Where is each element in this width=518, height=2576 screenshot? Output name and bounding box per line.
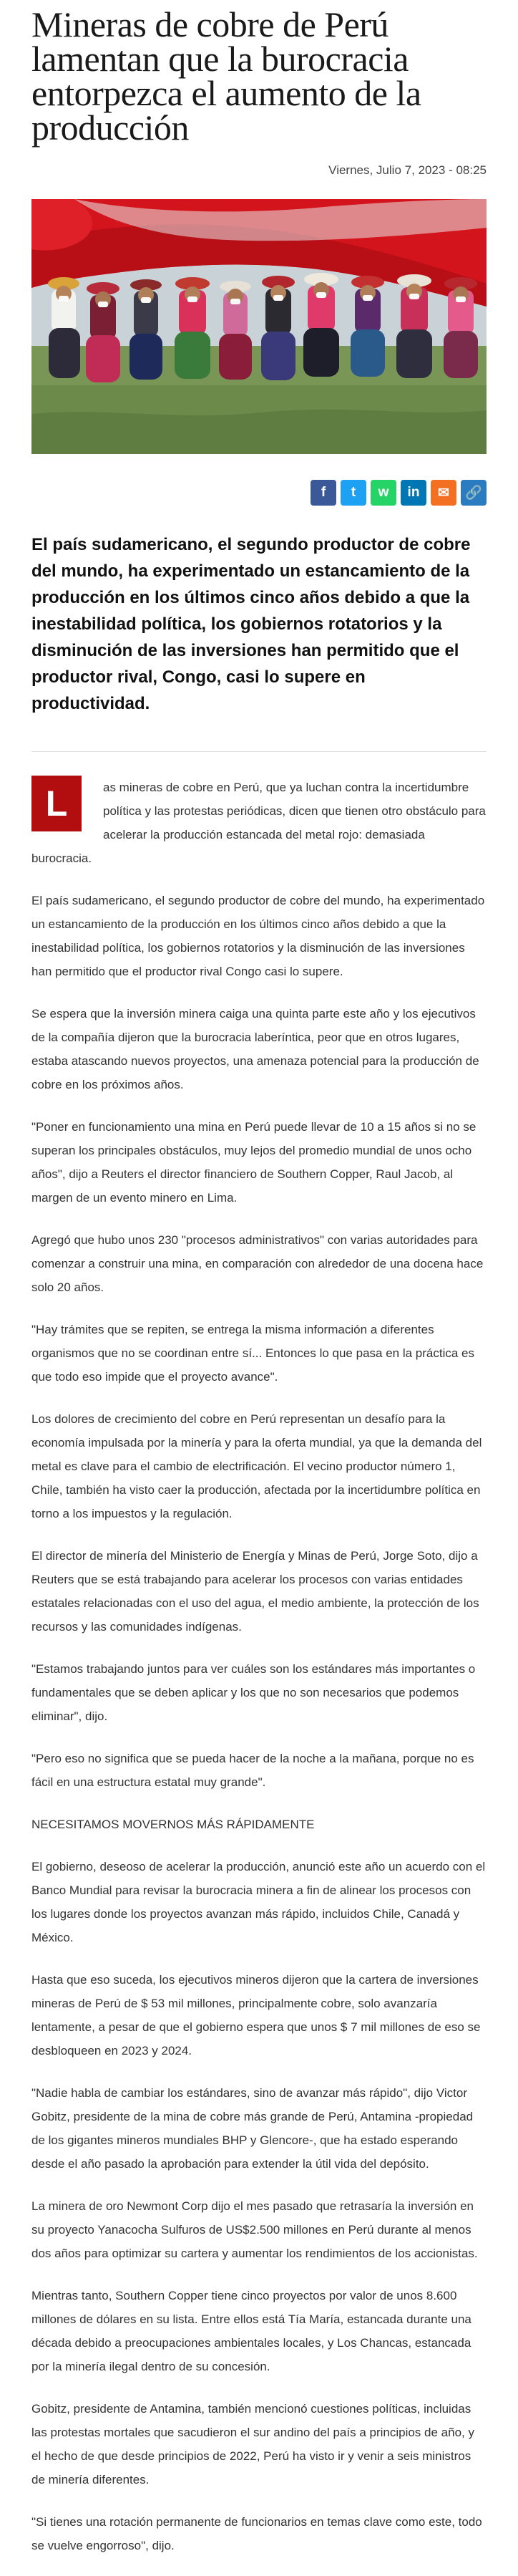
share-bar	[31, 480, 487, 506]
paragraph: Los dolores de crecimiento del cobre en Perú representan un desafío para la economía impulsada por la minería y para la oferta mundial, ya que la demanda del metal es clave para el cambio de electrificación. El vecino productor número 1, Chile, también ha visto caer la producción, afectada por la incertidumbre política en torno a los impuestos y la regulación.	[31, 1412, 482, 1520]
share-link-button[interactable]: 🔗	[461, 480, 487, 506]
publish-date: Viernes, Julio 7, 2023 - 08:25	[328, 163, 487, 177]
first-paragraph	[31, 766, 487, 870]
paragraph: Se espera que la inversión minera caiga una quinta parte este año y los ejecutivos de la compañía dijeron que la burocracia laberíntica, peor que en otros lugares, estaba atascando nuevos proyectos, una amenaza potencial para la producción de cobre en los próximos años.	[31, 1007, 479, 1091]
share-facebook-button[interactable]: f	[311, 480, 336, 506]
paragraph: Hasta que eso suceda, los ejecutivos mineros dijeron que la cartera de inversiones mineras de Perú de $ 53 mil millones, principalmente cobre, solo avanzaría lentamente, a pesar de que el gobierno espera que unos $ 7 mil millones de eso se desbloqueen en 2023 y 2024.	[31, 1973, 481, 2058]
headline: Mineras de cobre de Perú lamentan que la burocracia entorpezca el aumento de la producción	[31, 4, 421, 148]
dropcap: L	[31, 776, 82, 831]
hero-photo	[31, 199, 487, 454]
paragraph: El director de minería del Ministerio de Energía y Minas de Perú, Jorge Soto, dijo a Reuters que se está trabajando para acelerar los procesos con varias entidades estatales relacionadas con el uso del agua, el medio ambiente, la protección de los recursos y las comunidades indígenas.	[31, 1549, 479, 1634]
paragraph: "Poner en funcionamiento una mina en Perú puede llevar de 10 a 15 años si no se superan los principales obstáculos, muy lejos del promedio mundial de unos ocho años", dijo a Reuters el director financiero de Southern Copper, Raul Jacob, al margen de un evento minero en Lima.	[31, 1120, 477, 1205]
share-twitter-button[interactable]: t	[341, 480, 366, 506]
paragraph: "Nadie habla de cambiar los estándares, sino de avanzar más rápido", dijo Victor Gobitz, presidente de la mina de cobre más grande de Perú, Antamina -propiedad de los gigantes mineros mundiales BHP y Glencore-, que ha estado esperando desde el año pasado la aprobación para extender la útil vida del depósito.	[31, 2086, 474, 2171]
share-whatsapp-button[interactable]: w	[371, 480, 396, 506]
paragraph: Mientras tanto, Southern Copper tiene cinco proyectos por valor de unos 8.600 millones de dólares en su lista. Entre ellos está Tía María, estancada durante una década debido a preocupaciones ambientales locales, y Los Chancas, estancada por la minería ilegal dentro de su concesión.	[31, 2289, 471, 2373]
lead-divider	[31, 751, 487, 752]
paragraph: Agregó que hubo unos 230 "procesos administrativos" con varias autoridades para comenzar a construir una mina, en comparación con alrededor de una docena hace solo 20 años.	[31, 1233, 484, 1294]
section-subhead: NECESITAMOS MOVERNOS MÁS RÁPIDAMENTE	[31, 1818, 315, 1831]
paragraph: Gobitz, presidente de Antamina, también mencionó cuestiones políticas, incluidas las protestas mortales que sacudieron el sur andino del país a principios de año, y el hecho de que desde principios de 2022, Perú ha visto ir y venir a seis ministros de minería diferentes.	[31, 2402, 474, 2486]
paragraph: "Estamos trabajando juntos para ver cuáles son los estándares más importantes o fundamentales que se deben aplicar y los que no son necesarios que podemos eliminar", dijo.	[31, 1662, 476, 1723]
paragraph: "Pero eso no significa que se pueda hacer de la noche a la mañana, porque no es fácil en una estructura estatal muy grande".	[31, 1752, 474, 1789]
paragraph: El gobierno, deseoso de acelerar la producción, anunció este año un acuerdo con el Banco Mundial para revisar la burocracia minera a fin de alinear los procesos con los lugares donde los proyectos avanzan más rápido, incluidos Chile, Canadá y México.	[31, 1860, 486, 1944]
share-linkedin-button[interactable]: in	[401, 480, 426, 506]
first-paragraph-text: as mineras de cobre en Perú, que ya luchan contra la incertidumbre política y las protestas periódicas, dicen que tienen otro obstáculo para acelerar la producción estancada del metal rojo: demasiada burocracia.	[31, 781, 486, 865]
paragraph: "Si tienes una rotación permanente de funcionarios en temas clave como este, todo se vuelve engorroso", dijo.	[31, 2515, 482, 2552]
hero-illustration	[31, 199, 487, 454]
article-lead: El país sudamericano, el segundo productor de cobre del mundo, ha experimentado un estancamiento de la producción en los últimos cinco años debido a que la inestabilidad política, los gobiernos rotatorios y la disminución de las inversiones han permitido que el productor rival, Congo, casi lo supere en productividad.	[31, 535, 471, 713]
paragraph: El país sudamericano, el segundo productor de cobre del mundo, ha experimentado un estancamiento de la producción en los últimos cinco años debido a que la inestabilidad política, los gobiernos rotatorios y la disminución de las inversiones han permitido que el productor rival Congo casi lo supere.	[31, 894, 485, 978]
paragraph: La minera de oro Newmont Corp dijo el mes pasado que retrasaría la inversión en su proyecto Yanacocha Sulfuros de US$2.500 millones en Perú durante al menos dos años para optimizar su cartera y aumentar los rendimientos de los accionistas.	[31, 2199, 478, 2260]
paragraph: "Hay trámites que se repiten, se entrega la misma información a diferentes organismos que no se coordinan entre sí... Entonces lo que pasa en la práctica es que todo eso impide que el proyecto avance".	[31, 1323, 474, 1384]
share-email-button[interactable]: ✉	[431, 480, 456, 506]
